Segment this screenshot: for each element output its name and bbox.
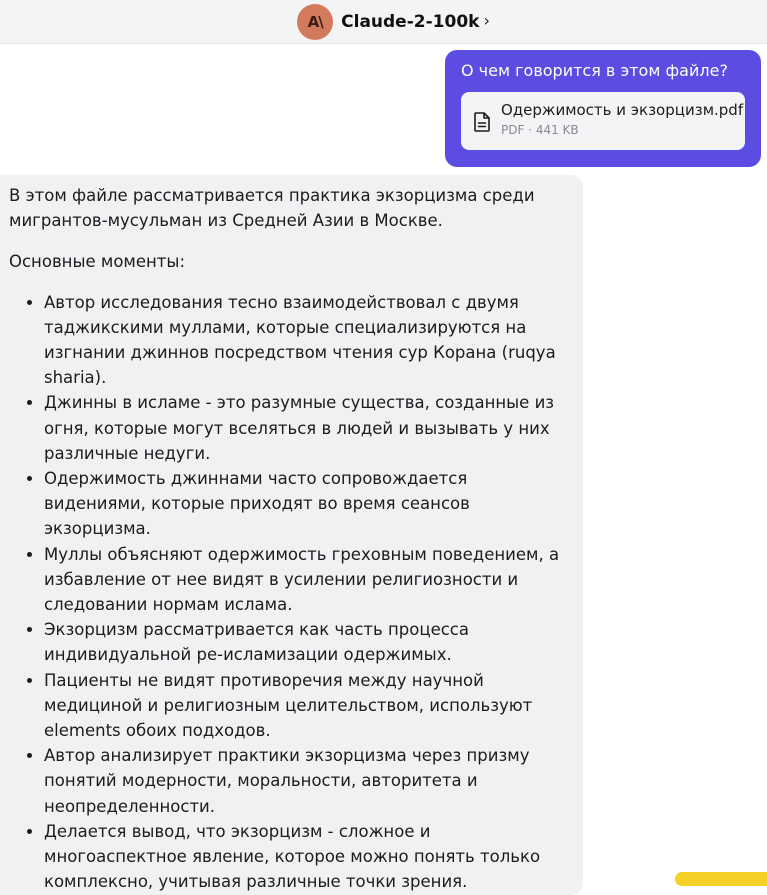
chevron-right-icon: › [483, 11, 490, 30]
bot-intro-text: В этом файле рассматривается практика экзорцизма среди мигрантов-мусульман из Средней Азии в Москве. [9, 186, 535, 231]
file-icon [473, 112, 491, 132]
list-item: • Пациенты не видят противоречия между научной медициной и религиозным целительством, используют elements обоих подходов. [44, 668, 574, 744]
bot-name: Claude-2-100k [341, 11, 480, 32]
file-meta: PDF · 441 KB [501, 123, 579, 137]
list-item: • Экзорцизм рассматривается как часть процесса индивидуальной ре-исламизации одержимых. [44, 617, 574, 667]
file-attachment[interactable] [461, 92, 745, 150]
user-message-text: О чем говорится в этом файле? [461, 61, 728, 80]
list-item: • Муллы объясняют одержимость греховным поведением, а избавление от нее видят в усилении религиозности и следовании нормам ислама. [44, 542, 574, 618]
bot-title-button[interactable] [297, 4, 490, 40]
list-item: • Одержимость джиннами часто сопровождается видениями, которые приходят во время сеансов экзорцизма. [44, 466, 574, 542]
bot-subheading: Основные моменты: [9, 252, 186, 272]
list-item: • Автор исследования тесно взаимодействовал с двумя таджикскими муллами, которые специализируются на изгнании джиннов посредством чтения сур Корана (ruqya sharia). [44, 290, 574, 391]
bot-message-bubble [0, 175, 583, 895]
chat-header [0, 0, 767, 44]
bot-avatar: A\ [297, 4, 333, 40]
list-item: • Делается вывод, что экзорцизм - сложное и многоаспектное явление, которое можно понять только комплексно, учитывая различные точки зрения. [44, 819, 574, 895]
key-points-list [9, 290, 574, 895]
list-item: • Автор анализирует практики экзорцизма через призму понятий модерности, моральности, авторитета и неопределенности. [44, 743, 574, 819]
file-name: Одержимость и экзорцизм.pdf [501, 101, 744, 119]
user-message-bubble [445, 50, 761, 167]
list-item: • Джинны в исламе - это разумные существа, созданные из огня, которые могут вселяться в людей и вызывать у них различные недуги. [44, 390, 574, 466]
floating-action-tab[interactable] [675, 872, 767, 886]
